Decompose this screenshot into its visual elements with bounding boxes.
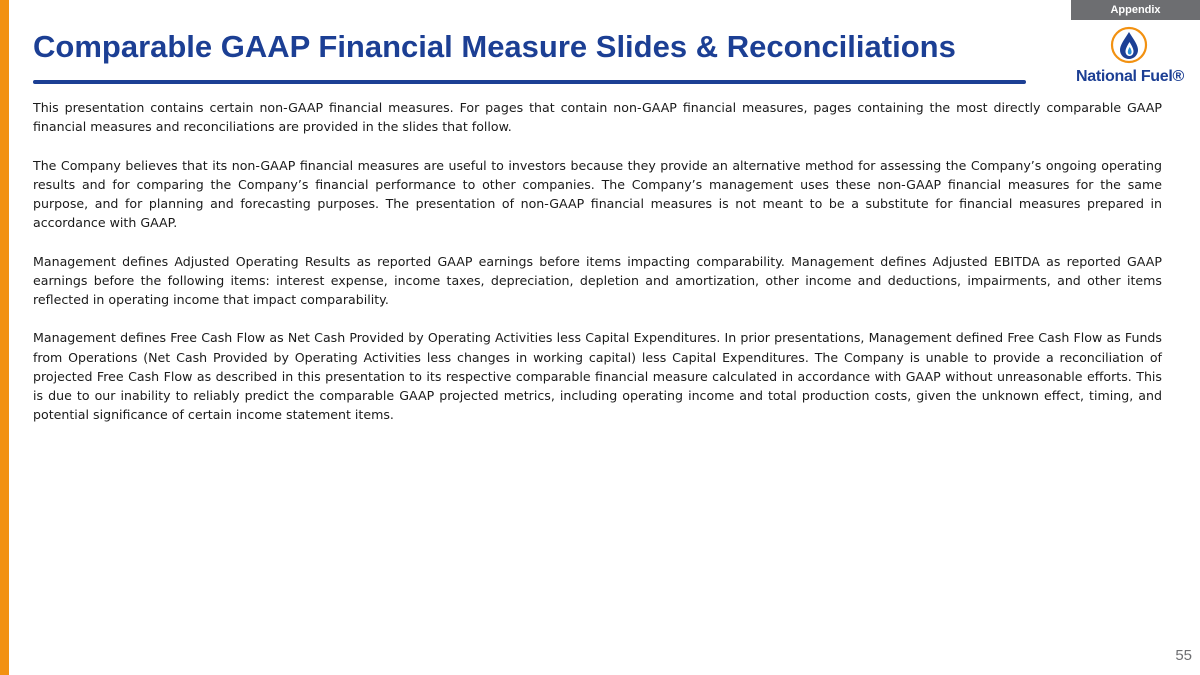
appendix-tab: Appendix xyxy=(1071,0,1200,20)
disclosure-body xyxy=(33,98,1162,444)
accent-bar xyxy=(0,0,9,675)
paragraph: The Company believes that its non-GAAP financial measures are useful to investors because they provide an alternative method for assessing the Company’s ongoing operating results and for comparing the Company’s financial performance to other companies. The Company’s management uses these non-GAAP financial measures for the same purpose, and for planning and forecasting purposes. The presentation of non-GAAP financial measures is not meant to be a substitute for financial measures prepared in accordance with GAAP. xyxy=(33,157,1162,231)
paragraph: Management defines Adjusted Operating Results as reported GAAP earnings before items impacting comparability. Management defines Adjusted EBITDA as reported GAAP earnings before the following items: interest expense, income taxes, depreciation, depletion and amortization, other income and deductions, impairments, and other items reflected in operating income that impact comparability. xyxy=(33,253,1162,307)
paragraph: Management defines Free Cash Flow as Net Cash Provided by Operating Activities less Capital Expenditures. In prior presentations, Management defined Free Cash Flow as Funds from Operations (Net Cash Provided by Operating Activities less changes in working capital) less Capital Expenditures. The Company is unable to provide a reconciliation of projected Free Cash Flow as described in this presentation to its respective comparable financial measure calculated in accordance with GAAP without unreasonable efforts. This is due to our inability to reliably predict the comparable GAAP projected metrics, including operating income and total production costs, given the unknown effect, timing, and potential significance of certain income statement items. xyxy=(33,330,1162,423)
slide-title: Comparable GAAP Financial Measure Slides & Reconciliations xyxy=(33,29,956,64)
page-number: 55 xyxy=(1175,647,1192,664)
title-underline xyxy=(33,80,1026,84)
national-fuel-logo xyxy=(1070,26,1190,88)
logo-wordmark: National Fuel® xyxy=(1075,68,1185,85)
paragraph: This presentation contains certain non-GAAP financial measures. For pages that contain non-GAAP financial measures, pages containing the most directly comparable GAAP financial measures and reconciliations are provided in the slides that follow. xyxy=(33,100,1162,135)
flame-drop-icon xyxy=(1110,26,1148,64)
